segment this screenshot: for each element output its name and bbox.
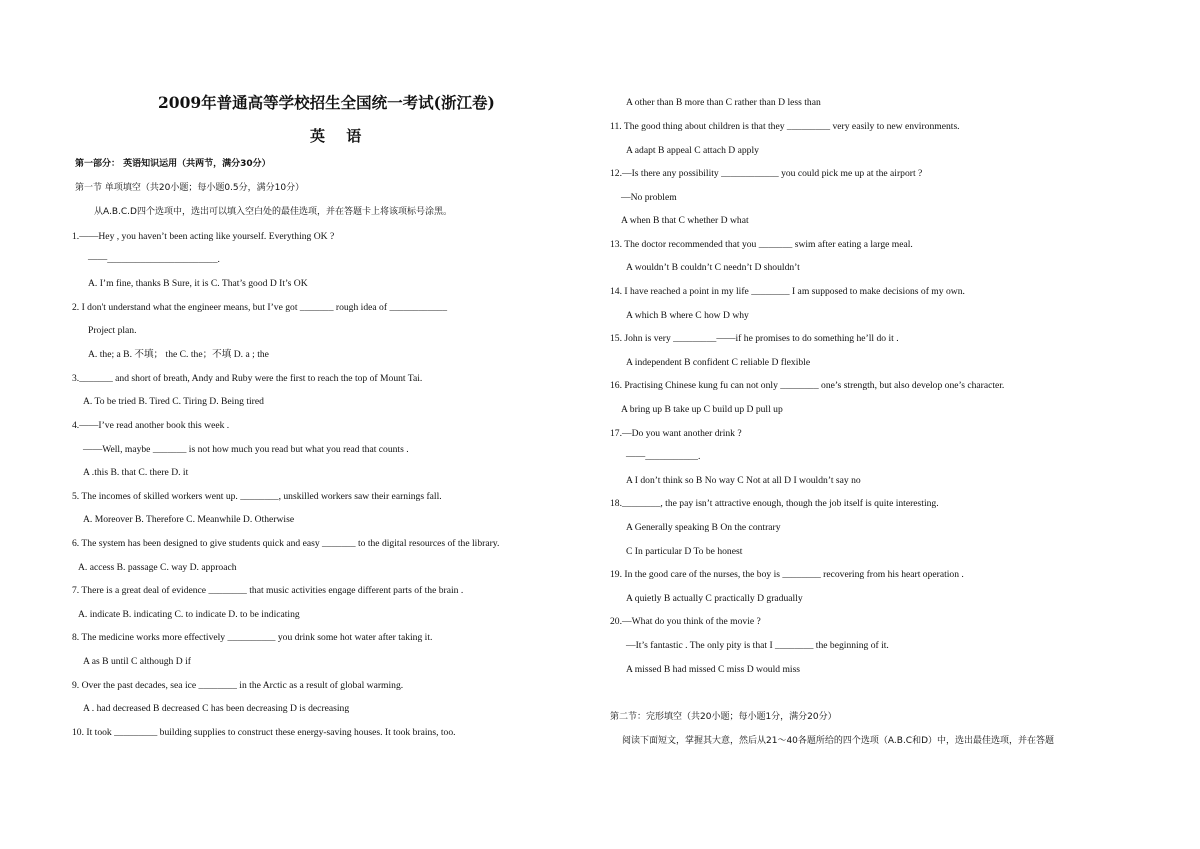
question-line: 18.________, the pay isn’t attractive enough, though the job itself is quite interesting. xyxy=(610,498,939,509)
question-line: 13. The doctor recommended that you _______ swim after eating a large meal. xyxy=(610,239,913,250)
answer-blank: ——___________. xyxy=(626,451,701,462)
subject-title: 英 语 xyxy=(310,127,370,145)
answer-blank: ——_______________________. xyxy=(88,254,220,265)
options-line: A missed B had missed C miss D would miss xyxy=(626,664,801,675)
question-line: 15. John is very _________——if he promises to do something he’ll do it . xyxy=(610,333,899,344)
options-line: A bring up B take up C build up D pull up xyxy=(621,404,783,415)
question-line: 2. I don't understand what the engineer means, but I’ve got _______ rough idea of ____________ xyxy=(72,302,448,313)
question-line: 17.—Do you want another drink ? xyxy=(610,428,742,439)
options-line: A quietly B actually C practically D gradually xyxy=(626,593,803,604)
section2-heading: 第二节：完形填空（共20小题；每小题1分，满分20分） xyxy=(610,712,837,722)
options-line: A independent B confident C reliable D flexible xyxy=(626,357,811,368)
section2-instruction: 阅读下面短文，掌握其大意，然后从21～40各题所给的四个选项（A.B.C和D）中，选出最佳选项，并在答题 xyxy=(622,736,1055,746)
question-line-continued: Project plan. xyxy=(88,325,137,336)
question-line: 14. I have reached a point in my life ________ I am supposed to make decisions of my own. xyxy=(610,286,965,297)
question-line: 12.—Is there any possibility ____________ you could pick me up at the airport ? xyxy=(610,168,923,179)
question-line: 7. There is a great deal of evidence ________ that music activities engage different parts of the brain . xyxy=(72,585,464,596)
question-line: 19. In the good care of the nurses, the boy is ________ recovering from his heart operation . xyxy=(610,569,964,580)
options-line: A. Moreover B. Therefore C. Meanwhile D. Otherwise xyxy=(83,514,295,525)
options-line: A when B that C whether D what xyxy=(621,215,749,226)
options-line: C In particular D To be honest xyxy=(626,546,743,557)
question-line: 8. The medicine works more effectively __________ you drink some hot water after taking it. xyxy=(72,632,433,643)
answer-line: —No problem xyxy=(621,192,677,203)
options-line: A .this B. that C. there D. it xyxy=(83,467,189,478)
question-line: 10. It took _________ building supplies to construct these energy-saving houses. It took brains, too. xyxy=(72,727,456,738)
question-line: 3._______ and short of breath, Andy and Ruby were the first to reach the top of Mount Tai. xyxy=(72,373,423,384)
options-line: A wouldn’t B couldn’t C needn’t D shouldn’t xyxy=(626,262,800,273)
question-line: 5. The incomes of skilled workers went up. ________, unskilled workers saw their earnings fall. xyxy=(72,491,442,502)
answer-line: —It’s fantastic . The only pity is that I ________ the beginning of it. xyxy=(626,640,889,651)
question-line: 6. The system has been designed to give students quick and easy _______ to the digital resources of the library. xyxy=(72,538,500,549)
question-line-continued: ——Well, maybe _______ is not how much you read but what you read that counts . xyxy=(83,444,409,455)
question-line: 1.——Hey , you haven’t been acting like yourself. Everything OK ? xyxy=(72,231,335,242)
options-line: A Generally speaking B On the contrary xyxy=(626,522,781,533)
options-line: A. the; a B. 不填； the C. the；不填 D. a ; the xyxy=(88,349,269,360)
part1-heading: 第一部分： 英语知识运用（共两节，满分30分） xyxy=(75,159,271,169)
options-line: A adapt B appeal C attach D apply xyxy=(626,145,759,156)
question-line: 9. Over the past decades, sea ice ________ in the Arctic as a result of global warming. xyxy=(72,680,404,691)
options-line: A I don’t think so B No way C Not at all D I wouldn’t say no xyxy=(626,475,861,486)
options-line: A. indicate B. indicating C. to indicate D. to be indicating xyxy=(78,609,300,620)
section1-instruction: 从A.B.C.D四个选项中，选出可以填入空白处的最佳选项，并在答题卡上将该项标号涂黑。 xyxy=(94,207,452,217)
options-line: A as B until C although D if xyxy=(83,656,191,667)
question-line: 16. Practising Chinese kung fu can not only ________ one’s strength, but also develop one’s character. xyxy=(610,380,1005,391)
options-line: A. To be tried B. Tired C. Tiring D. Being tired xyxy=(83,396,264,407)
options-line: A which B where C how D why xyxy=(626,310,749,321)
options-line: A. I’m fine, thanks B Sure, it is C. That’s good D It’s OK xyxy=(88,278,308,289)
exam-title: 2009年普通高等学校招生全国统一考试(浙江卷) xyxy=(158,93,495,112)
question-line: 11. The good thing about children is that they _________ very easily to new environments. xyxy=(610,121,960,132)
options-line: A other than B more than C rather than D less than xyxy=(626,97,821,108)
question-line: 20.—What do you think of the movie ? xyxy=(610,616,761,627)
options-line: A. access B. passage C. way D. approach xyxy=(78,562,237,573)
question-line: 4.——I’ve read another book this week . xyxy=(72,420,230,431)
section1-heading: 第一节 单项填空（共20小题；每小题0.5分，满分10分） xyxy=(75,183,305,193)
options-line: A . had decreased B decreased C has been decreasing D is decreasing xyxy=(83,703,350,714)
